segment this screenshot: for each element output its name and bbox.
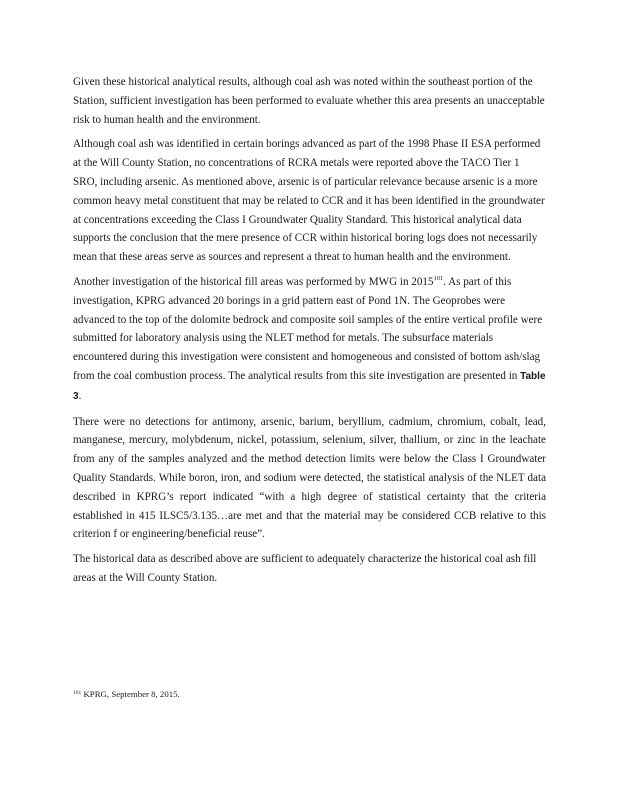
footnote [73, 688, 546, 700]
footnote-text: KPRG, September 8, 2015. [81, 689, 180, 699]
paragraph-no-detections: There were no detections for antimony, arsenic, barium, beryllium, cadmium, chromium, cobalt, lead, manganese, mercury, molybdenum, nickel, potassium, selenium, silver, thallium, or zinc in the leachate from any of the samples analyzed and the method detection limits were below the Class I Groundwater Quality Standards. While boron, iron, and sodium were detected, the statistical analysis of the NLET data described in KPRG’s report indicated “with a high degree of statistical certainty that the criteria established in 415 ILSC5/3.135…are met and that the material may be considered CCB relative to this criterion f or engineering/beneficial reuse”. [73, 415, 546, 541]
paragraph-text: . [78, 389, 82, 402]
paragraph-text: . As part of this investigation, KPRG advanced 20 borings in a grid pattern east of Pond 1N. The Geoprobes were advanced to the top of the dolomite bedrock and composite soil samples of the entire vertical profile were submitted for laboratory analysis using the NLET method for metals. The subsurface materials encountered during this investigation were consistent and homogeneous and consisted of bottom ash/slag from the coal combustion process. The analytical results from this site investigation are presented in [73, 275, 543, 382]
paragraph-mwg-investigation [73, 273, 546, 407]
paragraph-phase-ii-esa [73, 135, 546, 267]
paragraph-historical-results: Given these historical analytical results, although coal ash was noted within the southeast portion of the Station, sufficient investigation has been performed to evaluate whether this area presents an unacceptable risk to human health and the environment. [73, 76, 545, 126]
paragraph-conclusion: The historical data as described above are sufficient to adequately characterize the historical coal ash fill areas at the Will County Station. [73, 553, 537, 584]
paragraph-text: , including arsenic. As mentioned above, arsenic is of particular relevance because arsenic is a more common heavy metal constituent that may be related to CCR and it has been identified in the groundwater at concentrations exceeding the Class I Groundwater Quality Standard. This historical analytical data supports the conclusion that the mere presence of CCR within historical boring logs does not necessarily mean that these areas serve as sources and represent a threat to human health and the environment. [73, 175, 545, 264]
footnote-reference[interactable]: 101 [433, 274, 444, 282]
document-body [73, 73, 546, 594]
footnote-number: 101 [73, 690, 82, 696]
paragraph-text: Although coal ash was identified in certain borings advanced as part of the 1998 Phase II ESA performed at the Will County Station, no concentrations of RCRA metals were reported above the TACO Tier 1 SRO [73, 138, 541, 188]
paragraph-text: Another investigation of the historical fill areas was performed by MWG in 2015 [73, 275, 434, 288]
table-reference: Table 3 [73, 370, 546, 402]
